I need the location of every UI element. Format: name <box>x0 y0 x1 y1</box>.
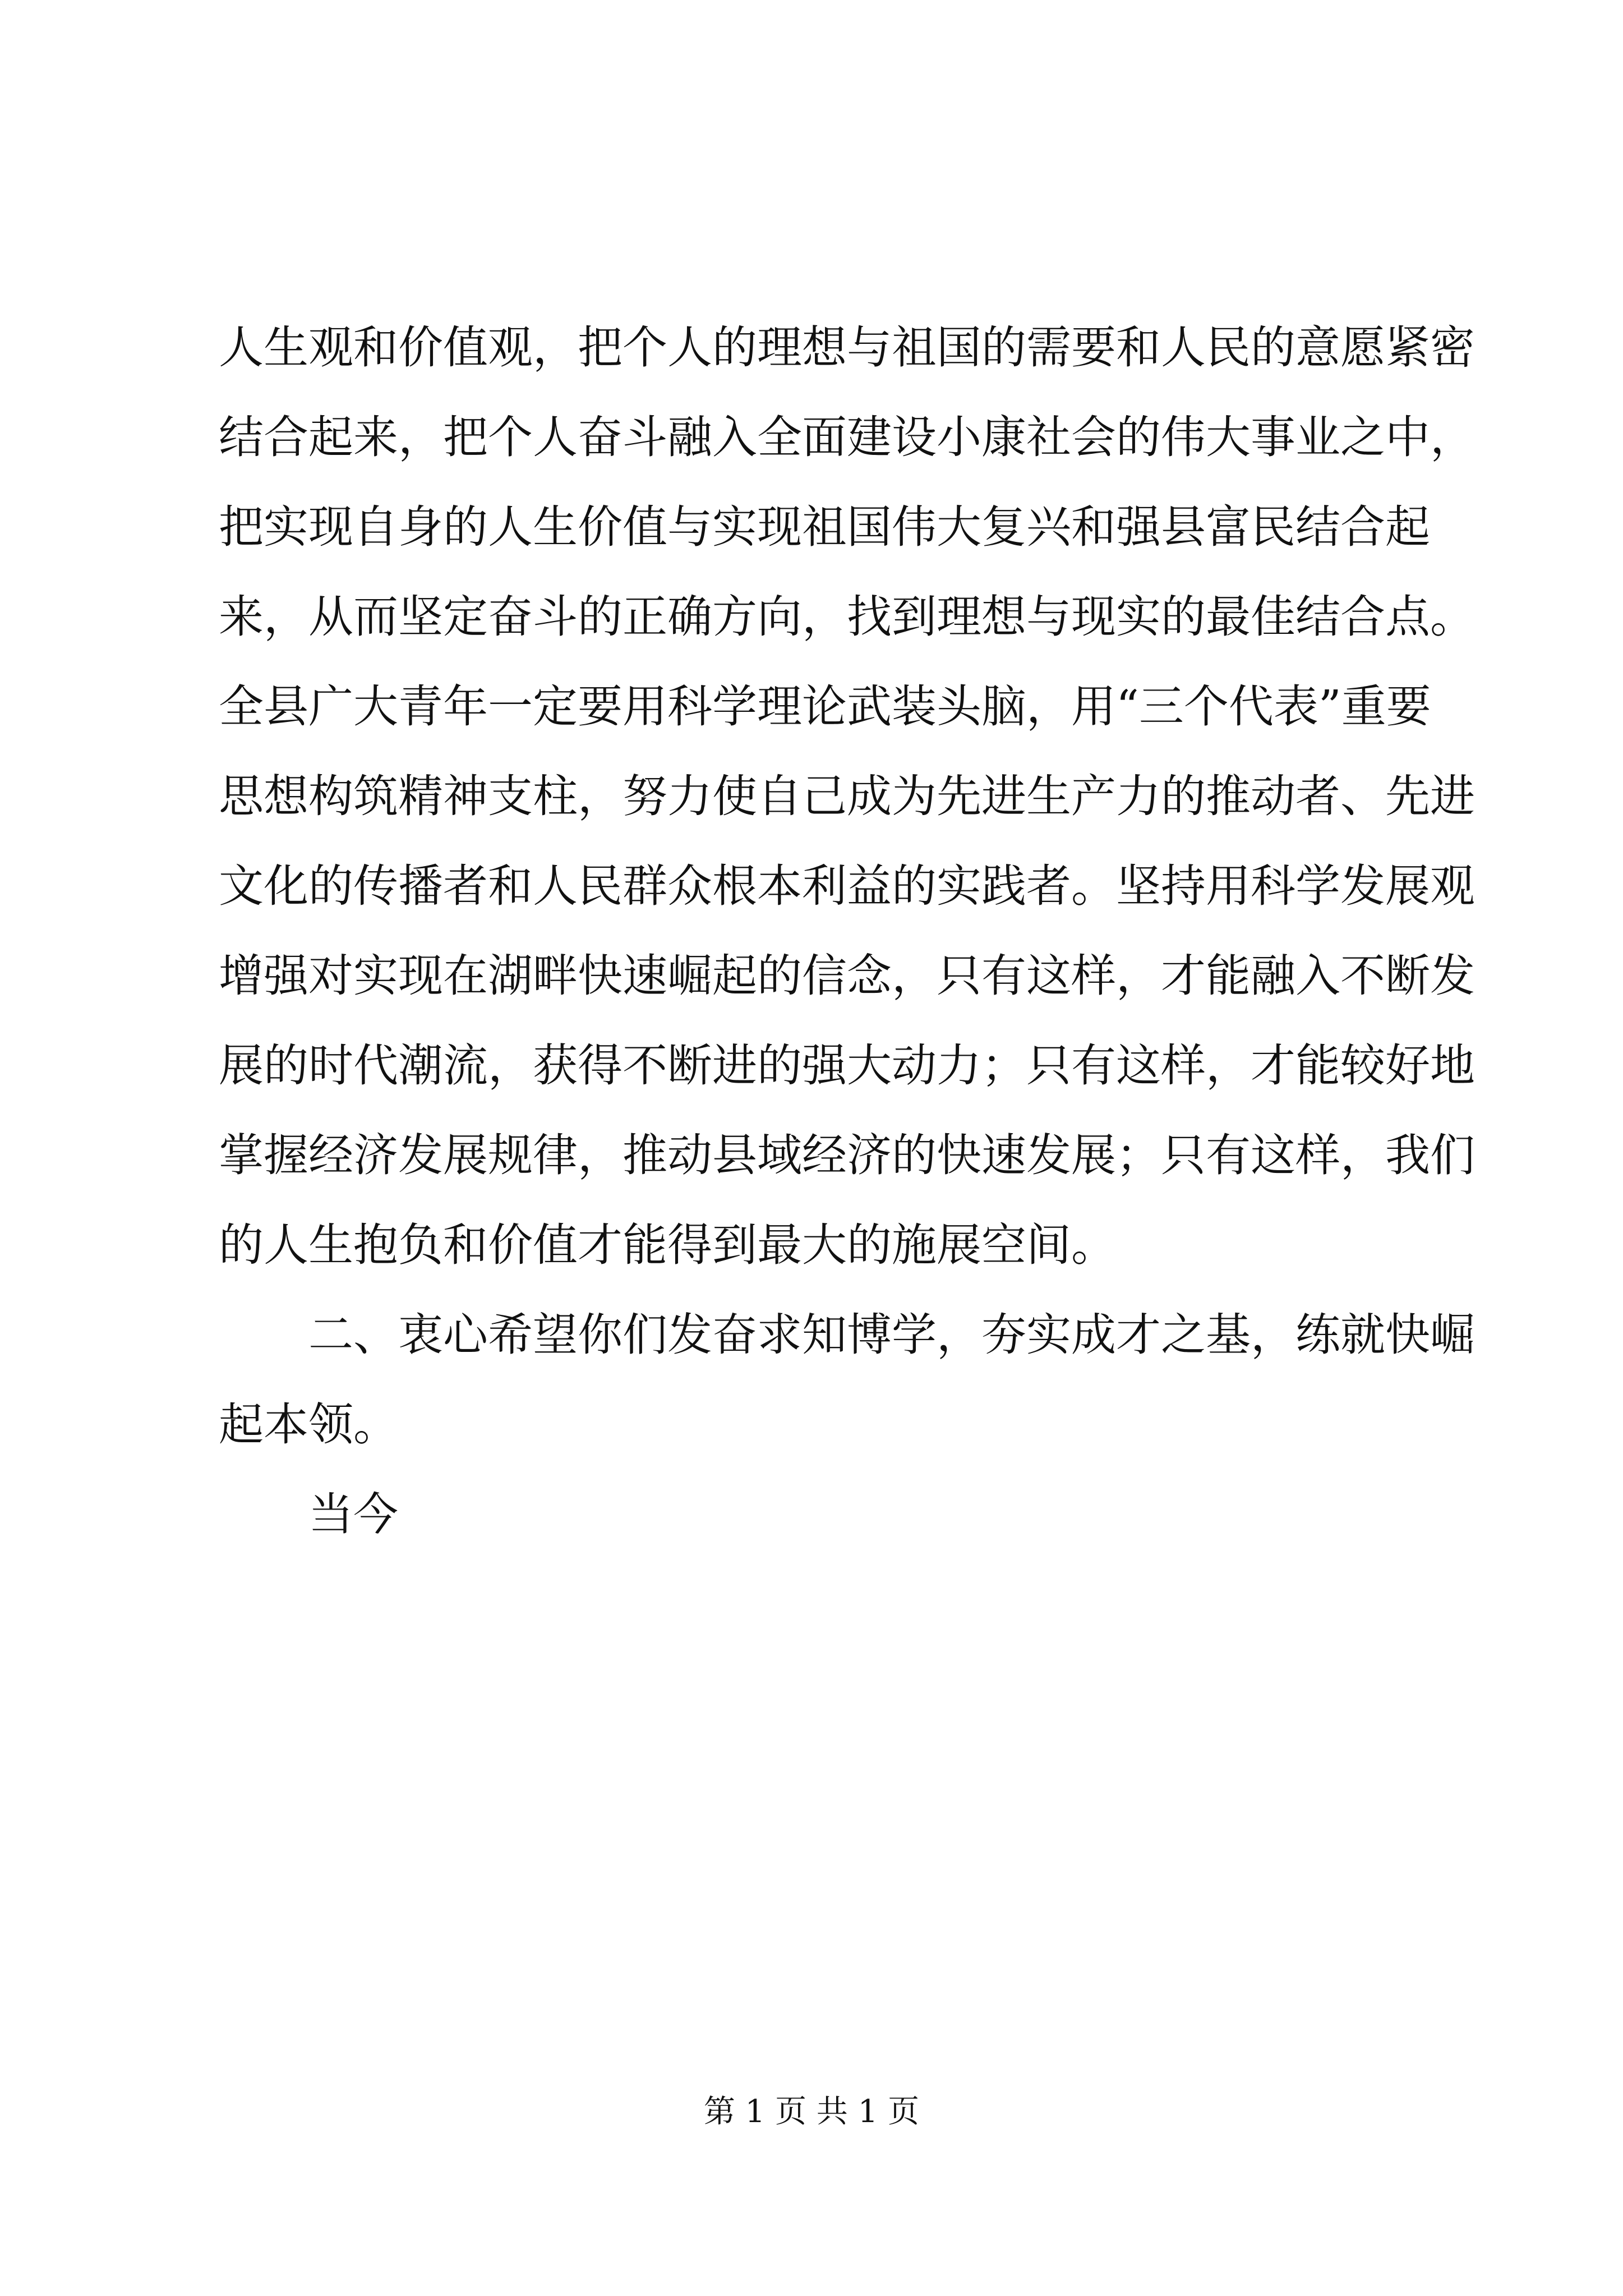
body-line: 的人生抱负和价值才能得到最大的施展空间。 <box>219 1219 1116 1271</box>
section-heading-line: 二、衷心希望你们发奋求知博学，夯实成才之基，练就快崛 <box>308 1309 1475 1361</box>
page-footer: 第 1 页 共 1 页 <box>703 2093 920 2130</box>
section-heading-line: 起本领。 <box>219 1398 398 1451</box>
body-line: 来，从而坚定奋斗的正确方向，找到理想与现实的最佳结合点。 <box>219 591 1475 643</box>
body-line: 结合起来，把个人奋斗融入全面建设小康社会的伟大事业之中， <box>219 411 1475 463</box>
body-line: 全县广大青年一定要用科学理论武装头脑，用“三个代表”重要 <box>219 680 1431 733</box>
body-line: 思想构筑精神支柱，努力使自己成为先进生产力的推动者、先进 <box>219 770 1475 822</box>
body-line: 掌握经济发展规律，推动县域经济的快速发展；只有这样，我们 <box>219 1129 1475 1181</box>
body-line: 展的时代潮流，获得不断进的强大动力；只有这样，才能较好地 <box>219 1039 1475 1092</box>
body-line: 人生观和价值观，把个人的理想与祖国的需要和人民的意愿紧密 <box>219 321 1475 374</box>
body-line: 把实现自身的人生价值与实现祖国伟大复兴和强县富民结合起 <box>219 501 1430 553</box>
body-line: 当今 <box>308 1488 398 1540</box>
document-body <box>219 303 1475 1559</box>
body-line: 文化的传播者和人民群众根本利益的实践者。坚持用科学发展观 <box>219 860 1475 912</box>
body-line: 增强对实现在湖畔快速崛起的信念，只有这样，才能融入不断发 <box>219 950 1475 1002</box>
